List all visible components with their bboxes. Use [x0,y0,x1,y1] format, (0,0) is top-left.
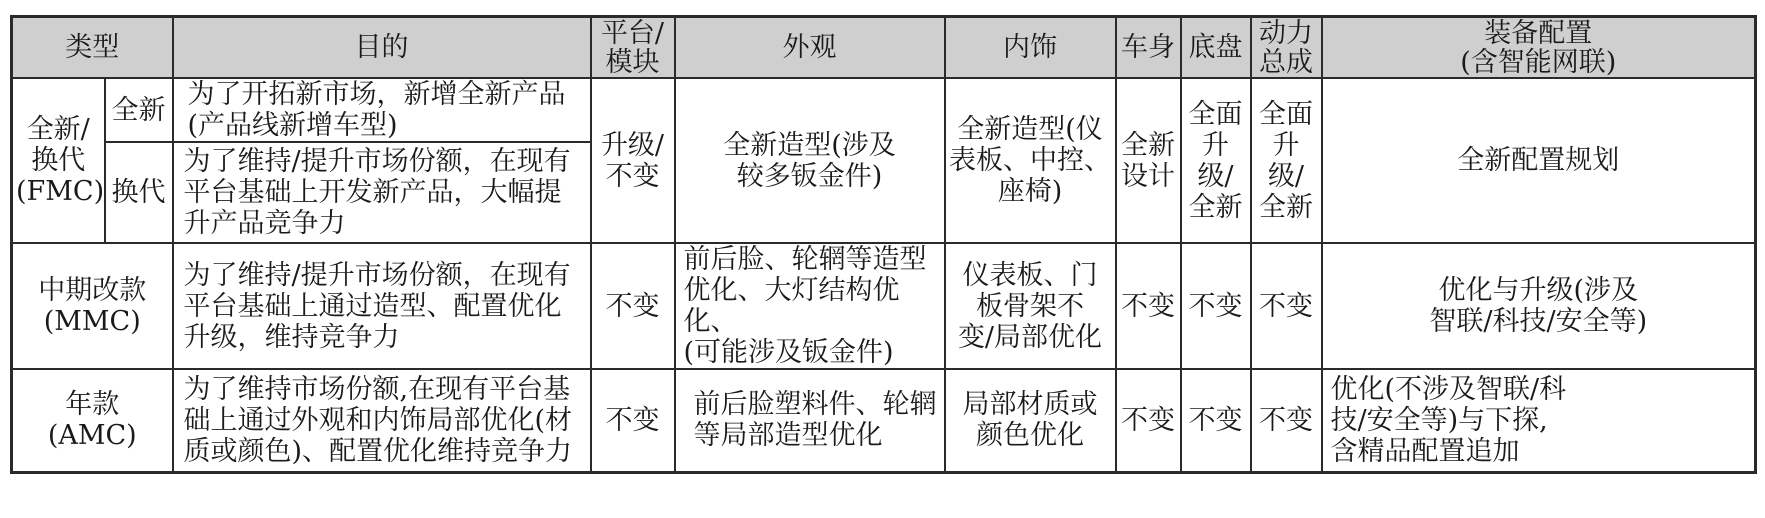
interior-amc-cell: 局部材质或 颜色优化 [945,369,1116,472]
header-type: 类型 [12,17,173,79]
purpose-new-cell: 为了开拓新市场，新增全新产品 (产品线新增车型) [173,78,591,142]
header-chassis: 底盘 [1181,17,1251,79]
exterior-amc-cell: 前后脸塑料件、轮辋 等局部造型优化 [675,369,945,472]
purpose-mmc-cell: 为了维持/提升市场份额，在现有 平台基础上通过造型、配置优化 升级，维持竞争力 [173,243,591,369]
interior-mmc-cell: 仪表板、门 板骨架不 变/局部优化 [945,243,1116,369]
chassis-fmc-cell: 全面 升级/ 全新 [1181,78,1251,243]
body-amc-cell: 不变 [1116,369,1181,472]
powertrain-fmc-cell: 全面 升级/ 全新 [1251,78,1322,243]
table-row-amc [12,369,1756,472]
powertrain-amc-cell: 不变 [1251,369,1322,472]
header-equipment: 装备配置 (含智能网联) [1322,17,1756,79]
exterior-mmc-cell: 前后脸、轮辋等造型 优化、大灯结构优化、 (可能涉及钣金件) [675,243,945,369]
header-exterior: 外观 [675,17,945,79]
equipment-mmc-cell: 优化与升级(涉及 智联/科技/安全等) [1322,243,1756,369]
chassis-amc-cell: 不变 [1181,369,1251,472]
interior-fmc-cell: 全新造型(仪 表板、中控、 座椅) [945,78,1116,243]
type-amc-cell: 年款 (AMC) [12,369,173,472]
purpose-replace-cell: 为了维持/提升市场份额，在现有 平台基础上开发新产品，大幅提 升产品竞争力 [173,142,591,243]
vehicle-project-type-table [10,15,1757,474]
header-body: 车身 [1116,17,1181,79]
header-platform: 平台/ 模块 [591,17,675,79]
platform-mmc-cell: 不变 [591,243,675,369]
subtype-replace-cell: 换代 [105,142,173,243]
powertrain-mmc-cell: 不变 [1251,243,1322,369]
exterior-fmc-cell: 全新造型(涉及 较多钣金件) [675,78,945,243]
table-row-new [12,78,1756,142]
purpose-amc-cell: 为了维持市场份额,在现有平台基 础上通过外观和内饰局部优化(材 质或颜色)、配置优化维持竞争力 [173,369,591,472]
platform-amc-cell: 不变 [591,369,675,472]
table-row-mmc [12,243,1756,369]
header-row [12,17,1756,79]
body-mmc-cell: 不变 [1116,243,1181,369]
group-fmc-cell: 全新/ 换代 (FMC) [12,78,105,243]
type-mmc-cell: 中期改款 (MMC) [12,243,173,369]
header-interior: 内饰 [945,17,1116,79]
platform-fmc-cell: 升级/ 不变 [591,78,675,243]
chassis-mmc-cell: 不变 [1181,243,1251,369]
subtype-new-cell: 全新 [105,78,173,142]
header-powertrain: 动力 总成 [1251,17,1322,79]
equipment-amc-cell: 优化(不涉及智联/科 技/安全等)与下探, 含精品配置追加 [1322,369,1756,472]
body-fmc-cell: 全新 设计 [1116,78,1181,243]
header-purpose: 目的 [173,17,591,79]
equipment-fmc-cell: 全新配置规划 [1322,78,1756,243]
